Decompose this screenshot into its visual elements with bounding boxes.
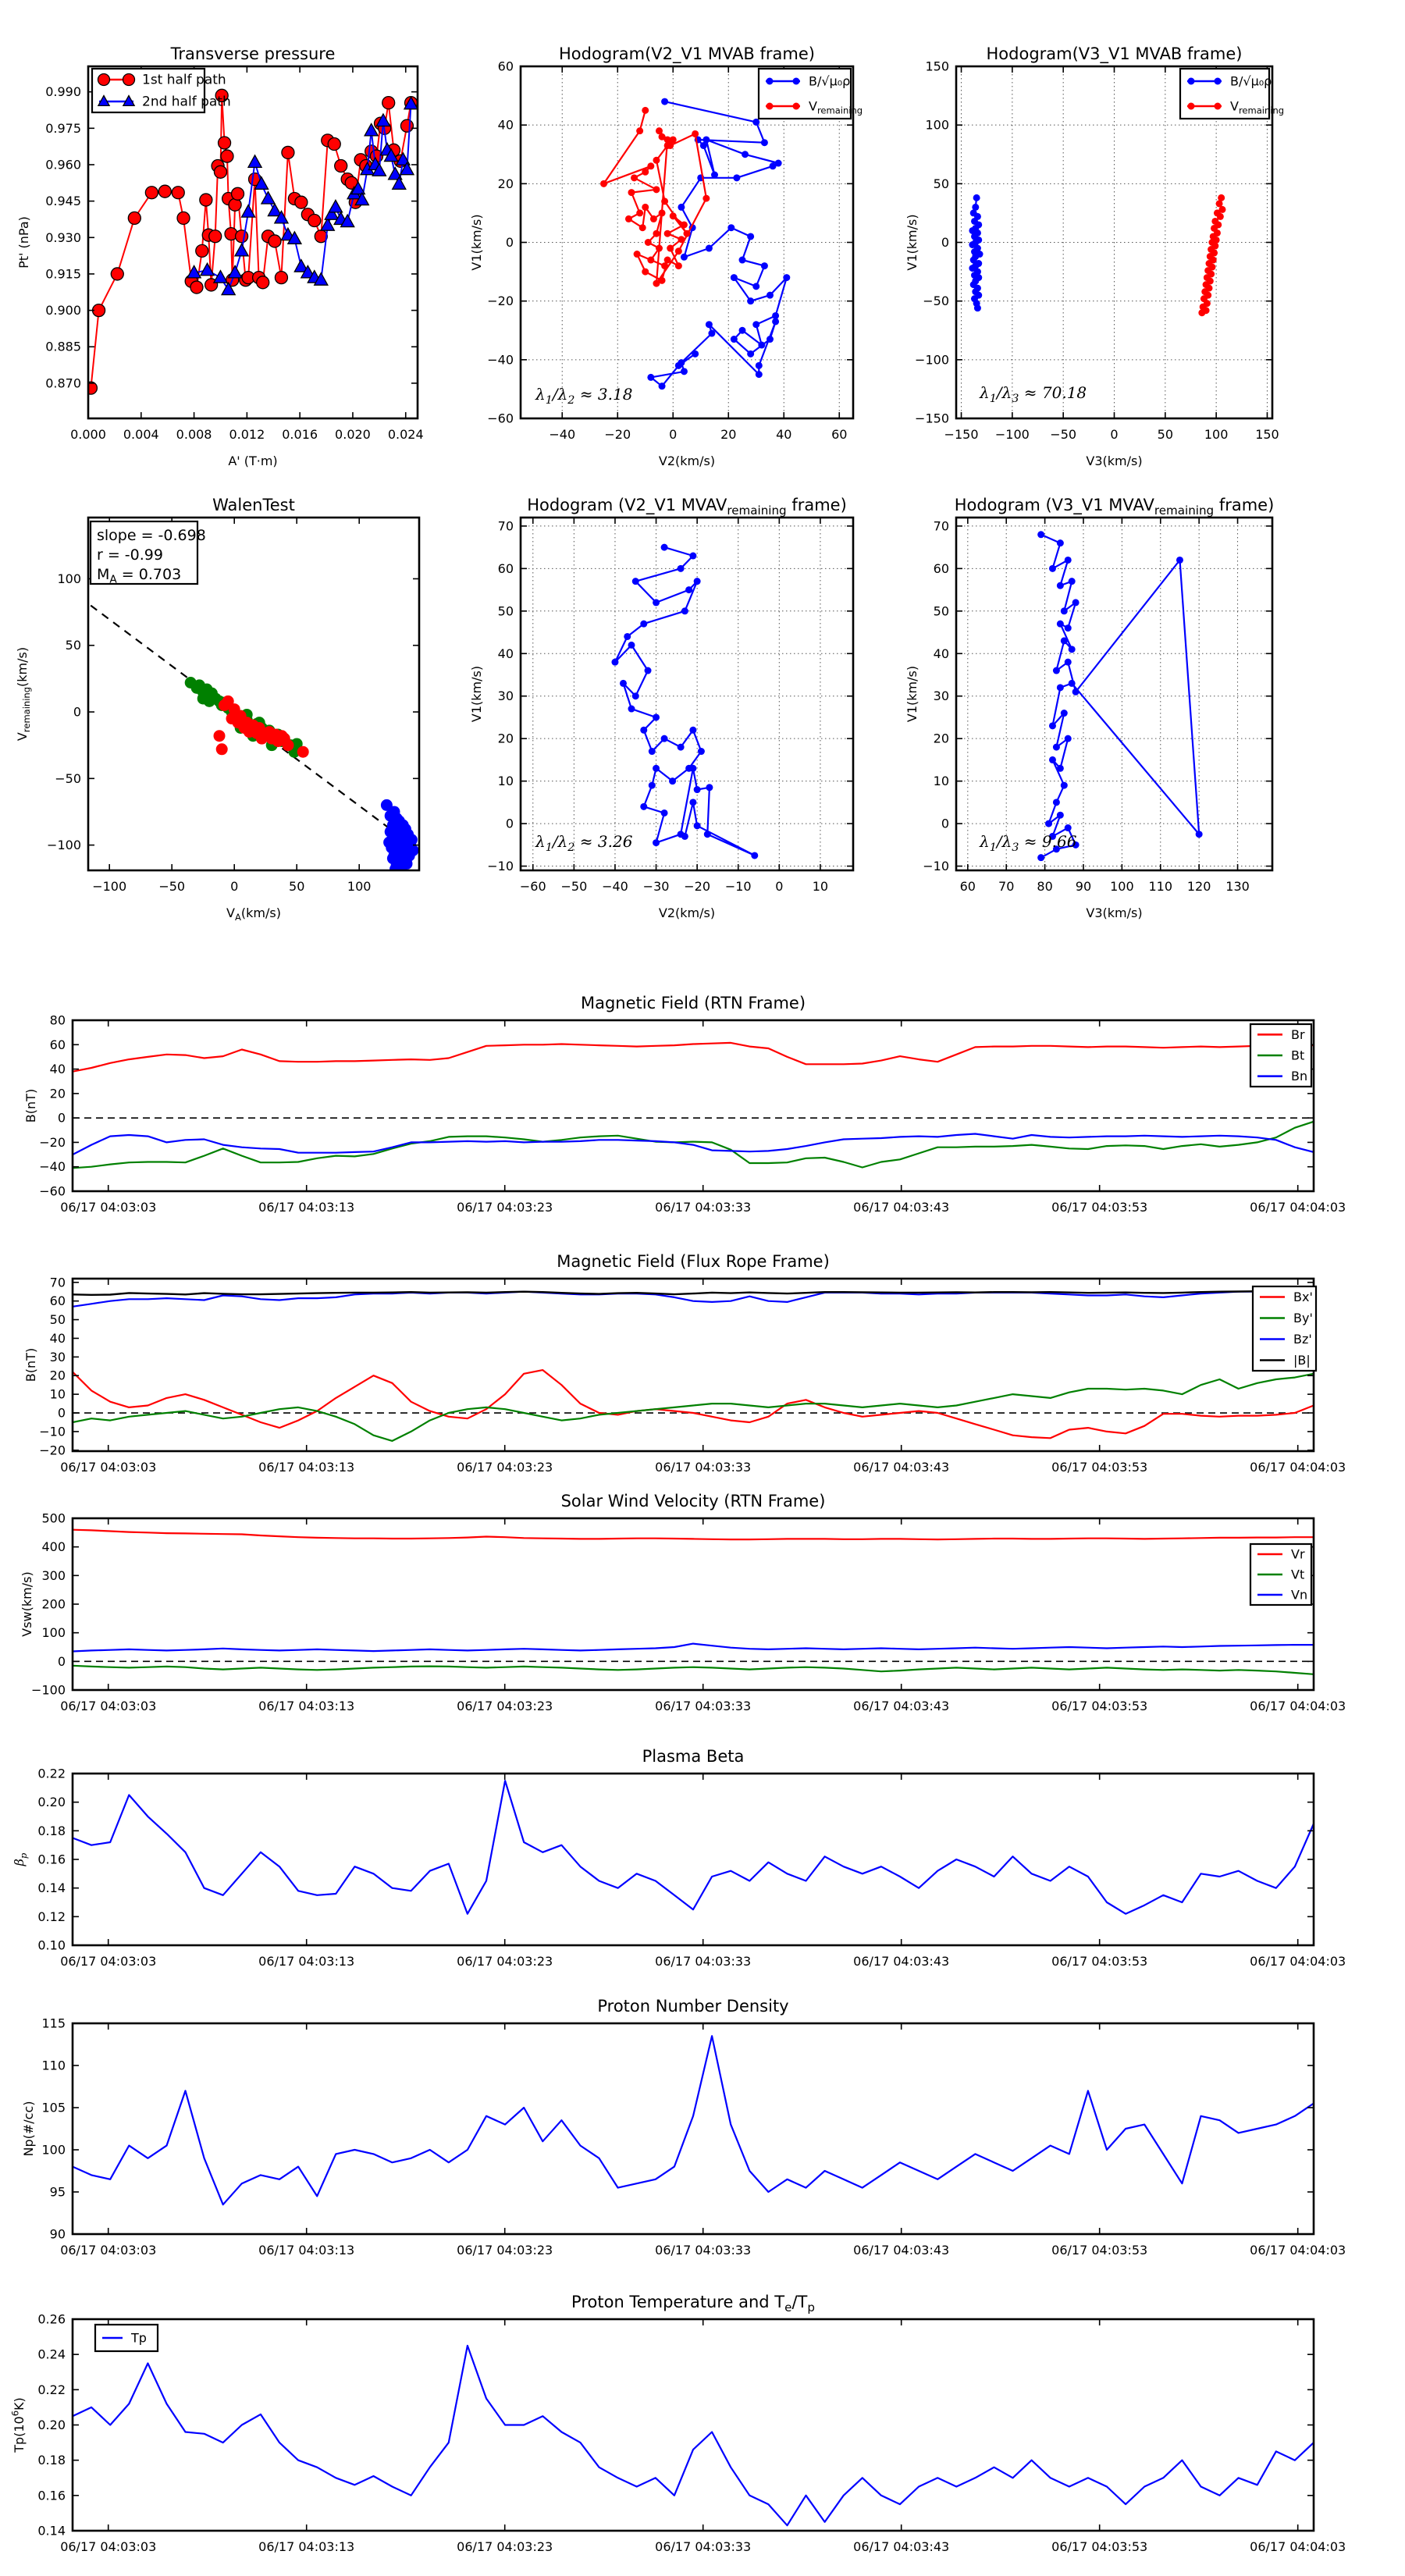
axis-ticks — [956, 518, 1272, 870]
legend-entry-label: |B| — [1293, 1353, 1311, 1368]
y-tick-label: 0.990 — [45, 84, 81, 100]
grid-lines — [956, 518, 1272, 870]
x-tick-label: 06/17 04:04:03 — [1250, 2539, 1346, 2554]
y-tick-label: −10 — [923, 859, 949, 874]
panel-hodogram-v2v1-mvav — [469, 496, 853, 920]
y-tick-label: 30 — [497, 688, 514, 704]
y-tick-label: 0 — [941, 816, 949, 831]
y-tick-label: 60 — [49, 1037, 66, 1052]
y-tick-label: 10 — [49, 1386, 66, 1402]
stats-line: $M_A = 0.703$ — [97, 566, 182, 586]
y-tick-label: 0.960 — [45, 157, 81, 173]
x-tick-label: 70 — [998, 879, 1015, 894]
legend — [95, 2325, 158, 2351]
y-tick-label: −40 — [487, 352, 514, 368]
y-tick-label: 0 — [57, 1405, 66, 1421]
x-tick-label: 0.012 — [229, 427, 265, 442]
x-tick-label: 150 — [1255, 427, 1279, 442]
x-tick-label: 06/17 04:03:03 — [60, 1699, 157, 1713]
panel-title: Magnetic Field (RTN Frame) — [580, 994, 806, 1012]
y-tick-label: 20 — [497, 176, 514, 191]
y-tick-label: 0 — [505, 816, 514, 831]
y-tick-label: 0.18 — [37, 1823, 66, 1838]
y-tick-label: 0 — [73, 704, 81, 720]
axes-frame — [88, 66, 418, 418]
y-tick-label: −60 — [487, 411, 514, 426]
x-axis-label: V3(km/s) — [1086, 906, 1143, 920]
y-tick-label: 400 — [41, 1539, 66, 1555]
x-axis-label: V2(km/s) — [658, 906, 716, 920]
y-tick-label: 0.14 — [37, 1880, 66, 1896]
x-tick-label: 120 — [1186, 879, 1211, 894]
stats-line: r = -0.99 — [97, 546, 163, 564]
x-tick-label: 20 — [720, 427, 737, 442]
y-tick-label: 0 — [505, 235, 514, 250]
y-tick-label: 0.22 — [37, 2382, 66, 2397]
x-tick-label: 06/17 04:03:23 — [457, 1699, 553, 1713]
x-tick-label: 50 — [289, 879, 305, 894]
vn-line — [73, 1644, 1314, 1652]
y-tick-label: 10 — [497, 774, 514, 789]
panel-hodogram-v3v1-mvab — [905, 44, 1284, 468]
vt-line — [73, 1666, 1314, 1674]
legend-entry-label: Bz' — [1293, 1332, 1312, 1347]
x-tick-label: 06/17 04:03:13 — [258, 1699, 355, 1713]
x-tick-label: 06/17 04:03:23 — [457, 1200, 553, 1215]
y-tick-label: 30 — [933, 688, 949, 704]
y-tick-label: −40 — [39, 1159, 66, 1175]
x-tick-label: 06/17 04:03:03 — [60, 2539, 157, 2554]
legend — [759, 69, 863, 119]
y-tick-label: 60 — [497, 59, 514, 74]
x-tick-label: 06/17 04:03:03 — [60, 1954, 157, 1969]
y-tick-label: 0.930 — [45, 229, 81, 245]
panel-walen-test — [15, 496, 419, 923]
panel-magnetic-field-rtn — [23, 994, 1346, 1215]
panel-title: Hodogram (V3_V1 $MVAV_{remaining}$ frame) — [954, 496, 1275, 518]
panel-title: Hodogram(V3_V1 MVAB frame) — [986, 44, 1243, 63]
panel-title: Proton Number Density — [597, 1997, 789, 2016]
bn-line — [73, 1134, 1314, 1155]
v-remaining-path — [600, 107, 710, 287]
y-tick-label: 0 — [57, 1653, 66, 1669]
x-tick-label: 06/17 04:03:43 — [853, 2243, 950, 2258]
x-tick-label: −100 — [92, 879, 127, 894]
y-tick-label: 20 — [49, 1368, 66, 1383]
y-tick-label: 200 — [41, 1596, 66, 1612]
legend — [92, 69, 231, 112]
axes-frame — [73, 2319, 1314, 2531]
eigenvalue-ratio-annotation: $\lambda_1/\lambda_2 \approx 3.18$ — [535, 385, 633, 407]
x-tick-label: 0 — [230, 879, 239, 894]
y-tick-label: 0 — [941, 235, 949, 250]
x-tick-label: 06/17 04:03:13 — [258, 2243, 355, 2258]
panel-title: Proton Temperature and $T_e/T_p$ — [571, 2293, 815, 2315]
x-tick-label: 06/17 04:03:23 — [457, 2243, 553, 2258]
y-tick-label: 0.14 — [37, 2523, 66, 2539]
x-tick-label: 10 — [812, 879, 829, 894]
panel-magnetic-field-flux-rope — [23, 1252, 1346, 1475]
y-tick-label: 105 — [41, 2100, 66, 2115]
x-tick-label: 100 — [1204, 427, 1229, 442]
y-tick-label: 0.10 — [37, 1937, 66, 1953]
y-tick-label: −100 — [31, 1682, 66, 1698]
y-tick-label: 500 — [41, 1510, 66, 1526]
x-tick-label: −40 — [549, 427, 576, 442]
b-alfven-path — [611, 544, 758, 859]
x-tick-label: 06/17 04:04:03 — [1250, 1699, 1346, 1713]
panel-proton-number-density — [21, 1997, 1346, 2258]
x-tick-label: 130 — [1225, 879, 1250, 894]
y-axis-label: $Tp(10^6K)$ — [9, 2397, 27, 2453]
legend-entry-label: Vt — [1291, 1567, 1305, 1582]
legend-entry-label: Bt — [1291, 1048, 1305, 1063]
x-tick-label: 06/17 04:04:03 — [1250, 1954, 1346, 1969]
y-tick-label: 0.18 — [37, 2453, 66, 2468]
y-tick-label: −10 — [39, 1424, 66, 1439]
panel-solar-wind-velocity — [20, 1492, 1346, 1713]
x-tick-label: 100 — [347, 879, 372, 894]
x-tick-label: −60 — [519, 879, 546, 894]
eigenvalue-ratio-annotation: $\lambda_1/\lambda_2 \approx 3.26$ — [535, 832, 633, 854]
legend-entry-label: $V_{remaining}$ — [809, 98, 863, 116]
panel-hodogram-v3v1-mvav — [905, 496, 1274, 920]
axis-ticks — [521, 518, 853, 870]
y-tick-label: 60 — [933, 560, 949, 576]
x-axis-label: A' (T·m) — [228, 454, 278, 468]
panel-title: Solar Wind Velocity (RTN Frame) — [560, 1492, 826, 1510]
y-axis-label: $\beta_p$ — [12, 1852, 29, 1866]
y-tick-label: 100 — [925, 117, 949, 133]
y-tick-label: 100 — [57, 571, 81, 586]
axis-ticks — [73, 1279, 1314, 1451]
x-tick-label: 50 — [1157, 427, 1174, 442]
stats-box — [91, 521, 206, 586]
y-tick-label: 70 — [49, 1275, 66, 1290]
y-tick-label: 90 — [49, 2226, 66, 2242]
y-axis-label: V1(km/s) — [905, 665, 919, 723]
axis-ticks — [73, 2319, 1314, 2531]
x-tick-label: 100 — [1110, 879, 1134, 894]
x-tick-label: 06/17 04:03:43 — [853, 2539, 950, 2554]
x-tick-label: −20 — [604, 427, 631, 442]
y-tick-label: 0.870 — [45, 375, 81, 391]
x-tick-label: 06/17 04:03:33 — [655, 2243, 752, 2258]
y-tick-label: 70 — [933, 518, 949, 534]
x-tick-label: 06/17 04:03:33 — [655, 2539, 752, 2554]
x-tick-label: 06/17 04:03:53 — [1051, 1699, 1148, 1713]
legend-entry-label: Vn — [1291, 1587, 1308, 1603]
y-tick-label: 50 — [933, 176, 949, 191]
eigenvalue-ratio-annotation: $\lambda_1/\lambda_3 \approx 9.66$ — [980, 832, 1077, 854]
legend-entry-label: 2nd half path — [142, 94, 231, 110]
panel-title: Plasma Beta — [642, 1747, 745, 1766]
x-tick-label: 0 — [669, 427, 678, 442]
y-tick-label: 0.26 — [37, 2311, 66, 2327]
axis-ticks — [88, 66, 418, 418]
x-tick-label: 06/17 04:04:03 — [1250, 2243, 1346, 2258]
legend-entry-label: B/√μ₀ρ — [1230, 73, 1272, 89]
y-tick-label: 70 — [497, 518, 514, 534]
y-tick-label: 0.885 — [45, 339, 81, 354]
x-tick-label: −30 — [642, 879, 670, 894]
x-tick-label: 90 — [1075, 879, 1092, 894]
x-axis-label: V2(km/s) — [658, 454, 716, 468]
y-tick-label: 40 — [497, 646, 514, 661]
x-tick-label: 06/17 04:03:03 — [60, 2243, 157, 2258]
axes-frame — [73, 1518, 1314, 1690]
y-axis-label: Np(#/cc) — [21, 2101, 36, 2157]
legend — [1180, 69, 1284, 119]
x-axis-label: $V_A(km/s)$ — [226, 906, 281, 923]
legend-entry-label: Bn — [1291, 1069, 1308, 1084]
y-tick-label: 100 — [41, 1625, 66, 1641]
y-tick-label: 0.915 — [45, 266, 81, 282]
legend — [1250, 1544, 1311, 1605]
x-tick-label: 06/17 04:03:53 — [1051, 1200, 1148, 1215]
axis-ticks — [73, 1774, 1314, 1945]
x-tick-label: 0.016 — [282, 427, 318, 442]
x-tick-label: 06/17 04:03:03 — [60, 1200, 157, 1215]
y-tick-label: 0.20 — [37, 2418, 66, 2432]
x-tick-label: 06/17 04:04:03 — [1250, 1460, 1346, 1475]
x-tick-label: 06/17 04:03:03 — [60, 1460, 157, 1475]
legend-entry-label: Vr — [1291, 1546, 1305, 1562]
y-tick-label: −50 — [923, 294, 949, 309]
panel-transverse-pressure — [16, 44, 424, 468]
axis-ticks — [73, 1518, 1314, 1690]
x-tick-label: −50 — [158, 879, 186, 894]
y-tick-label: 0.945 — [45, 194, 81, 209]
y-tick-label: 20 — [497, 731, 514, 746]
y-axis-label: V1(km/s) — [469, 214, 484, 271]
x-tick-label: 0 — [775, 879, 784, 894]
x-tick-label: 0.000 — [70, 427, 106, 442]
axes-frame — [956, 518, 1272, 870]
x-tick-label: 06/17 04:03:13 — [258, 1200, 355, 1215]
x-tick-label: 06/17 04:03:33 — [655, 1460, 752, 1475]
y-tick-label: −10 — [487, 859, 514, 874]
y-tick-label: 50 — [497, 603, 514, 619]
y-tick-label: 300 — [41, 1567, 66, 1583]
y-tick-label: 0.975 — [45, 120, 81, 136]
y-tick-label: 40 — [497, 117, 514, 133]
x-tick-label: −10 — [724, 879, 752, 894]
b-alfven-path — [969, 194, 983, 311]
y-tick-label: 100 — [41, 2142, 66, 2158]
y-tick-label: 20 — [49, 1086, 66, 1101]
y-tick-label: 40 — [49, 1062, 66, 1077]
y-tick-label: 60 — [497, 560, 514, 576]
walen-blue-scatter — [381, 799, 419, 875]
np-line — [73, 2036, 1314, 2204]
x-tick-label: −150 — [944, 427, 979, 442]
x-tick-label: 06/17 04:04:03 — [1250, 1200, 1346, 1215]
x-tick-label: 06/17 04:03:13 — [258, 1460, 355, 1475]
y-tick-label: 0.22 — [37, 1766, 66, 1781]
y-tick-label: 20 — [933, 731, 949, 746]
x-tick-label: 06/17 04:03:33 — [655, 1200, 752, 1215]
y-tick-label: −100 — [915, 352, 949, 368]
panel-title: Transverse pressure — [170, 44, 336, 63]
x-tick-label: 06/17 04:03:53 — [1051, 2243, 1148, 2258]
y-tick-label: 95 — [49, 2184, 66, 2200]
axes-frame — [73, 1774, 1314, 1945]
panel-title: Hodogram(V2_V1 MVAB frame) — [559, 44, 815, 63]
y-tick-label: −20 — [487, 294, 514, 309]
y-tick-label: 50 — [933, 603, 949, 619]
y-tick-label: 80 — [49, 1012, 66, 1028]
legend-entry-label: $V_{remaining}$ — [1230, 98, 1285, 116]
y-tick-label: 40 — [933, 646, 949, 661]
y-tick-label: 60 — [49, 1293, 66, 1309]
br-line — [73, 1043, 1314, 1072]
y-tick-label: −60 — [39, 1183, 66, 1199]
axes-frame — [521, 518, 853, 870]
y-tick-label: 150 — [925, 59, 949, 74]
y-axis-label: Vsw(km/s) — [20, 1571, 34, 1637]
x-tick-label: −20 — [684, 879, 711, 894]
x-tick-label: 06/17 04:03:23 — [457, 1460, 553, 1475]
y-tick-label: 0.16 — [37, 1852, 66, 1867]
x-tick-label: 06/17 04:03:13 — [258, 2539, 355, 2554]
legend-entry-label: 1st half path — [142, 72, 226, 88]
x-tick-label: −50 — [560, 879, 588, 894]
x-tick-label: 06/17 04:03:43 — [853, 1699, 950, 1713]
legend — [1253, 1286, 1316, 1371]
y-tick-label: 10 — [933, 774, 949, 789]
y-tick-label: −150 — [915, 411, 949, 426]
x-tick-label: 06/17 04:03:43 — [853, 1460, 950, 1475]
panel-title: Hodogram (V2_V1 $MVAV_{remaining}$ frame) — [527, 496, 847, 518]
x-tick-label: 0.004 — [123, 427, 159, 442]
y-tick-label: 50 — [49, 1312, 66, 1328]
x-tick-label: 80 — [1037, 879, 1053, 894]
x-tick-label: −100 — [994, 427, 1030, 442]
x-tick-label: 06/17 04:03:23 — [457, 1954, 553, 1969]
y-axis-label: V1(km/s) — [469, 665, 484, 723]
legend-entry-label: By' — [1293, 1311, 1313, 1325]
x-tick-label: 0.008 — [176, 427, 212, 442]
beta-line — [73, 1781, 1314, 1914]
x-tick-label: 40 — [776, 427, 792, 442]
x-tick-label: 06/17 04:03:23 — [457, 2539, 553, 2554]
x-axis-label: V3(km/s) — [1086, 454, 1143, 468]
axes-frame — [73, 1279, 1314, 1451]
y-tick-label: 40 — [49, 1330, 66, 1346]
y-tick-label: −20 — [39, 1443, 66, 1458]
legend-entry-label: Br — [1291, 1026, 1305, 1042]
x-tick-label: 0.020 — [335, 427, 371, 442]
y-axis-label: Pt' (nPa) — [16, 216, 31, 269]
y-tick-label: 0.24 — [37, 2347, 66, 2362]
y-tick-label: 0.20 — [37, 1795, 66, 1810]
x-tick-label: 06/17 04:03:43 — [853, 1200, 950, 1215]
y-tick-label: 0 — [57, 1110, 66, 1126]
tp-line — [73, 2346, 1314, 2525]
legend — [1250, 1024, 1311, 1087]
x-tick-label: 06/17 04:03:33 — [655, 1954, 752, 1969]
y-axis-label: B(nT) — [23, 1088, 38, 1123]
x-tick-label: 60 — [831, 427, 848, 442]
panel-title: Magnetic Field (Flux Rope Frame) — [557, 1252, 830, 1271]
by-prime-line — [73, 1374, 1314, 1441]
y-tick-label: −100 — [47, 838, 81, 853]
y-axis-label: B(nT) — [23, 1347, 38, 1382]
x-tick-label: 06/17 04:03:33 — [655, 1699, 752, 1713]
panel-proton-temperature — [9, 2293, 1346, 2554]
x-tick-label: −50 — [1050, 427, 1077, 442]
vr-line — [73, 1530, 1314, 1539]
bx-prime-line — [73, 1370, 1314, 1438]
y-tick-label: 50 — [65, 638, 81, 653]
x-tick-label: 0 — [1110, 427, 1119, 442]
y-tick-label: 110 — [41, 2058, 66, 2073]
x-tick-label: 06/17 04:03:13 — [258, 1954, 355, 1969]
x-tick-label: 60 — [959, 879, 976, 894]
eigenvalue-ratio-annotation: $\lambda_1/\lambda_3 \approx 70.18$ — [980, 383, 1087, 405]
x-tick-label: 06/17 04:03:53 — [1051, 2539, 1148, 2554]
y-tick-label: −50 — [55, 770, 81, 786]
stats-line: slope = -0.698 — [97, 527, 206, 544]
y-tick-label: 0.16 — [37, 2488, 66, 2503]
x-tick-label: 06/17 04:03:53 — [1051, 1954, 1148, 1969]
y-tick-label: 0.900 — [45, 303, 81, 318]
legend-entry-label: Tp — [131, 2330, 147, 2346]
y-tick-label: 115 — [41, 2016, 66, 2031]
x-tick-label: 06/17 04:03:53 — [1051, 1460, 1148, 1475]
y-axis-label: V1(km/s) — [905, 214, 919, 271]
x-tick-label: 06/17 04:03:43 — [853, 1954, 950, 1969]
panel-hodogram-v2v1-mvab — [469, 44, 863, 468]
x-tick-label: 110 — [1148, 879, 1173, 894]
legend-entry-label: Bx' — [1293, 1290, 1313, 1304]
panel-plasma-beta — [12, 1747, 1346, 1969]
y-tick-label: 0.12 — [37, 1909, 66, 1924]
legend-entry-label: B/√μ₀ρ — [809, 73, 851, 89]
panel-title: WalenTest — [212, 496, 295, 514]
v-remaining-path — [1198, 194, 1225, 316]
y-tick-label: 30 — [49, 1349, 66, 1364]
x-tick-label: −40 — [602, 879, 628, 894]
y-tick-label: −20 — [39, 1134, 66, 1150]
grid-lines — [521, 518, 853, 870]
x-tick-label: 0.024 — [387, 427, 424, 442]
y-axis-label: $V_{remaining}(km/s)$ — [15, 646, 32, 742]
